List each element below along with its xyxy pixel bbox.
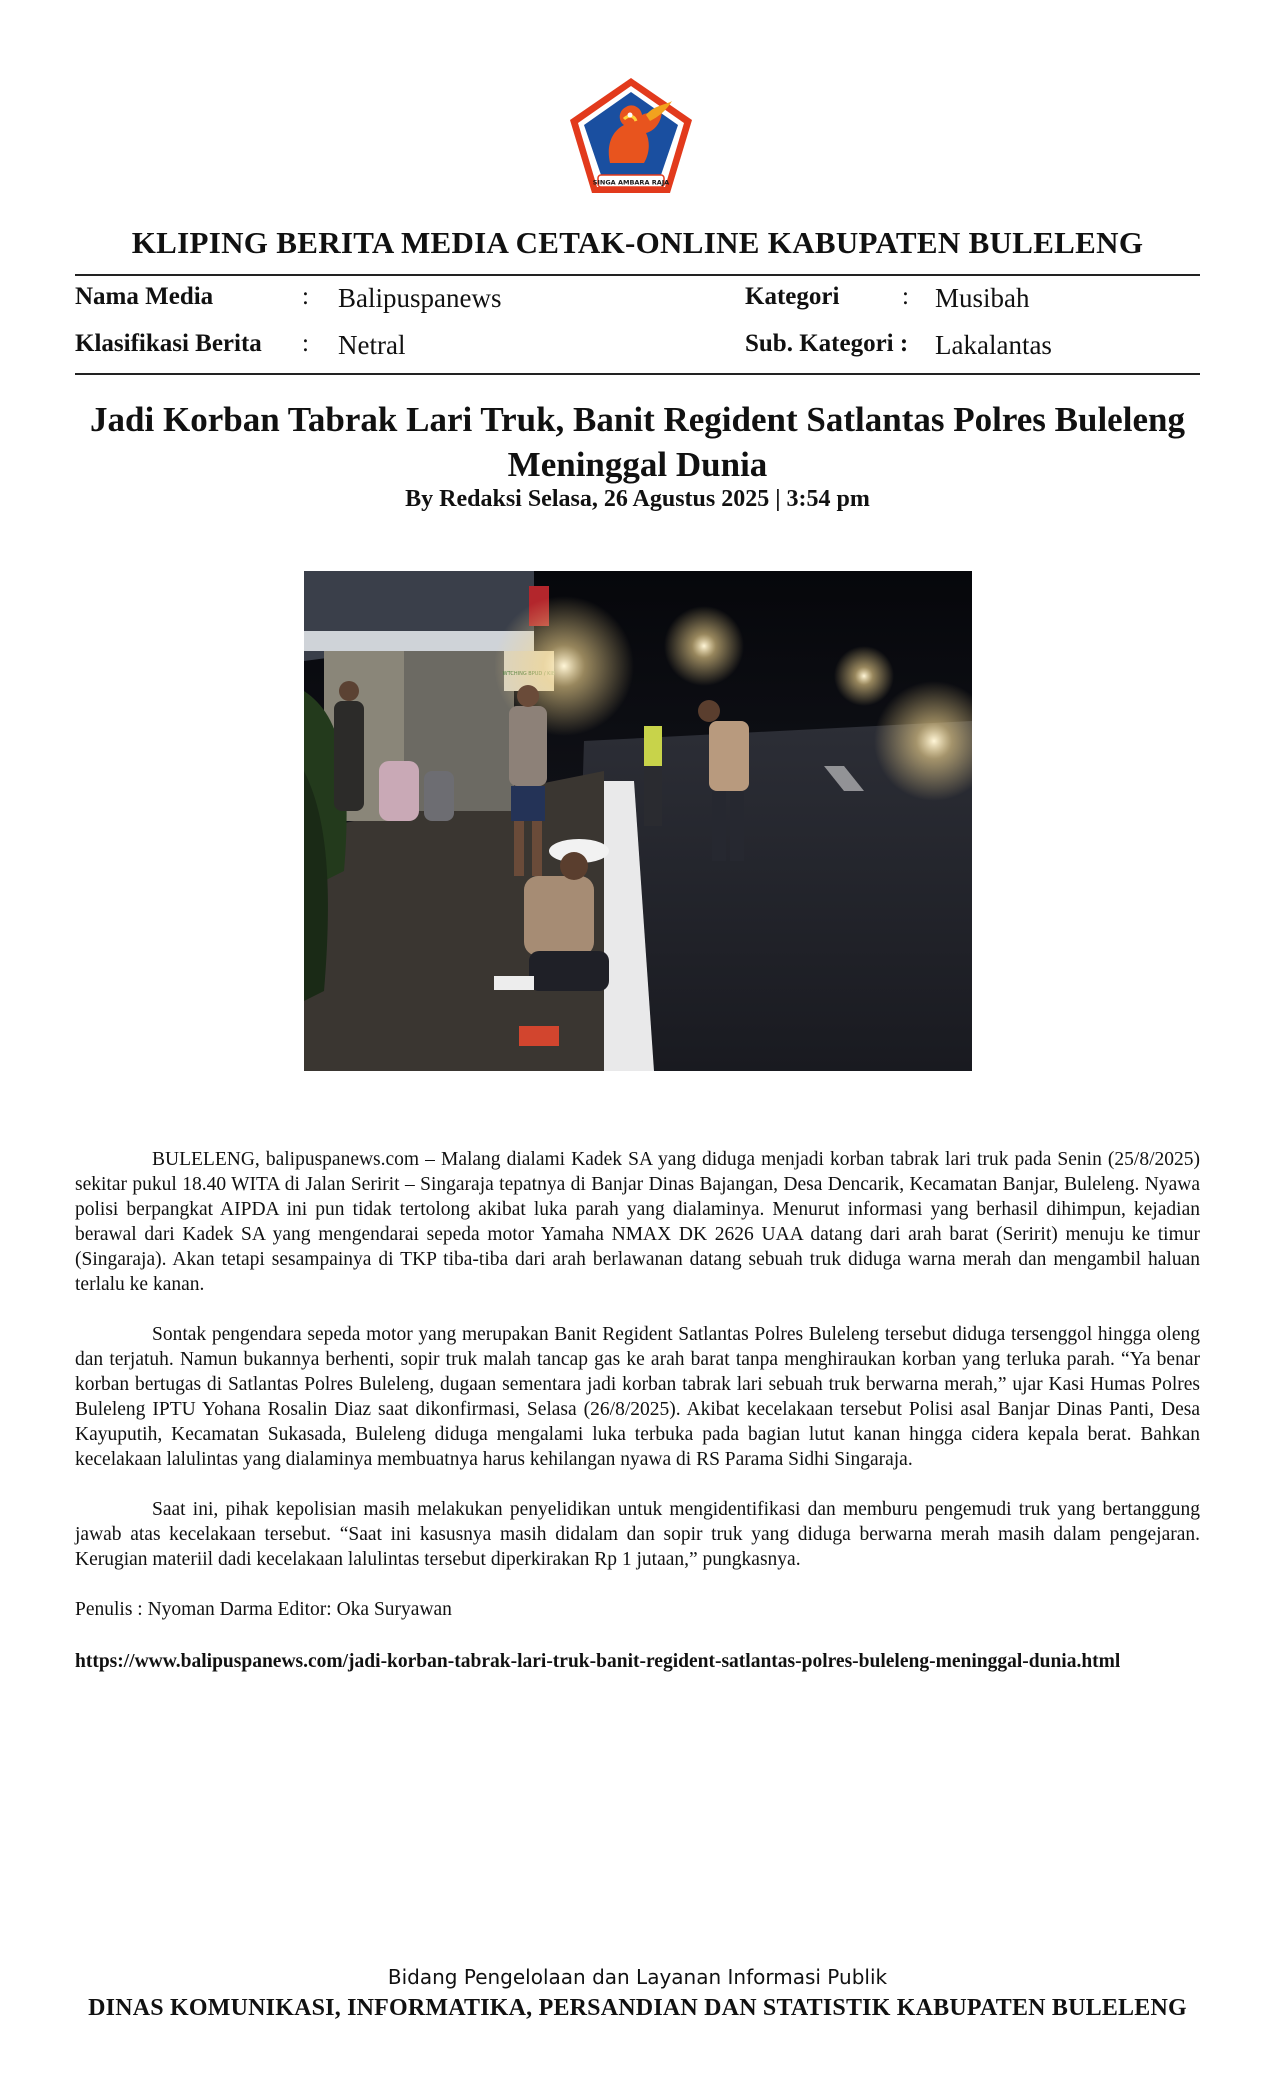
article-paragraph: Saat ini, pihak kepolisian masih melakukan penyelidikan untuk mengidentifikasi dan memburu pengemudi truk yang bertanggung jawab atas kecelakaan tersebut. “Saat ini kasusnya masih didalam dan sopir truk yang diduga berwarna merah masih dalam pengejaran. Kerugian materiil dadi kecelakaan lalulintas tersebut diperkirakan Rp 1 jutaan,” pungkasnya. xyxy=(75,1499,1200,1570)
regency-emblem-logo xyxy=(566,75,696,200)
media-name-colon: : xyxy=(302,283,309,310)
subcategory-value: Lakalantas xyxy=(935,330,1052,360)
subcategory-label: Sub. Kategori : xyxy=(745,330,909,357)
emblem-graphic xyxy=(566,75,696,200)
footer-department: Bidang Pengelolaan dan Layanan Informasi Publik xyxy=(387,1965,888,1989)
category-value: Musibah xyxy=(935,283,1030,313)
category-label: Kategori xyxy=(745,283,840,310)
article-photo xyxy=(304,571,972,1071)
footer-office-name: DINAS KOMUNIKASI, INFORMATIKA, PERSANDIAN DAN STATISTIK KABUPATEN BULELENG xyxy=(88,1995,1187,2021)
news-classification-label: Klasifikasi Berita xyxy=(75,330,262,357)
writer-editor-credits: Penulis : Nyoman Darma Editor: Oka Suryawan xyxy=(75,1599,452,1620)
news-classification-value: Netral xyxy=(338,330,406,360)
header-divider-top xyxy=(75,274,1200,276)
article-body xyxy=(75,1147,1200,1597)
news-classification-colon: : xyxy=(302,330,309,357)
category-colon: : xyxy=(902,283,909,310)
media-name-label: Nama Media xyxy=(75,283,214,310)
header-divider-bottom xyxy=(75,373,1200,375)
media-name-value: Balipuspanews xyxy=(338,283,502,313)
photo-scene xyxy=(304,571,972,1071)
article-paragraph: Sontak pengendara sepeda motor yang merupakan Banit Regident Satlantas Polres Buleleng tersebut diduga tersenggol hingga oleng dan terjatuh. Namun bukannya berhenti, sopir truk malah tancap gas ke arah barat tanpa menghiraukan korban yang terluka parah. “Ya benar korban bertugas di Satlantas Polres Buleleng, dugaan sementara jadi korban tabrak lari sebuah truk berwarna merah,” ujar Kasi Humas Polres Buleleng IPTU Yohana Rosalin Diaz saat dikonfirmasi, Selasa (26/8/2025). Akibat kecelakaan tersebut Polisi asal Banjar Dinas Panti, Desa Kayuputih, Kecamatan Sukasada, Buleleng diduga mengalami luka terbuka pada bagian lutut kanan hingga cidera kepala berat. Bahkan kecelakaan lalulintas yang dialaminya membuatnya harus kehilangan nyawa di RS Parama Sidhi Singaraja. xyxy=(75,1324,1200,1470)
emblem-motto: SINGA AMBARA RAJA xyxy=(592,178,670,187)
article-byline: By Redaksi Selasa, 26 Agustus 2025 | 3:54 pm xyxy=(405,486,870,512)
article-paragraph: BULELENG, balipuspanews.com – Malang dialami Kadek SA yang diduga menjadi korban tabrak lari truk pada Senin (25/8/2025) sekitar pukul 18.40 WITA di Jalan Seririt – Singaraja tepatnya di Banjar Dinas Bajangan, Desa Dencarik, Kecamatan Banjar, Buleleng. Nyawa polisi berpangkat AIPDA ini pun tidak tertolong akibat luka parah yang dialaminya. Menurut informasi yang berhasil dihimpun, kejadian berawal dari Kadek SA yang mengendarai sepeda motor Yamaha NMAX DK 2626 UAA datang dari arah barat (Seririt) menuju ke timur (Singaraja). Akan tetapi sesampainya di TKP tiba-tiba dari arah berlawanan datang sebuah truk diduga warna merah dan mengambil haluan terlalu ke kanan. xyxy=(75,1149,1200,1295)
article-title: Jadi Korban Tabrak Lari Truk, Banit Regident Satlantas Polres Buleleng Meninggal Dunia xyxy=(90,400,1185,484)
source-url: https://www.balipuspanews.com/jadi-korban-tabrak-lari-truk-banit-regident-satlantas-polres-buleleng-meninggal-dunia.html xyxy=(75,1651,1121,1672)
clipping-header-title: KLIPING BERITA MEDIA CETAK-ONLINE KABUPATEN BULELENG xyxy=(131,225,1144,260)
